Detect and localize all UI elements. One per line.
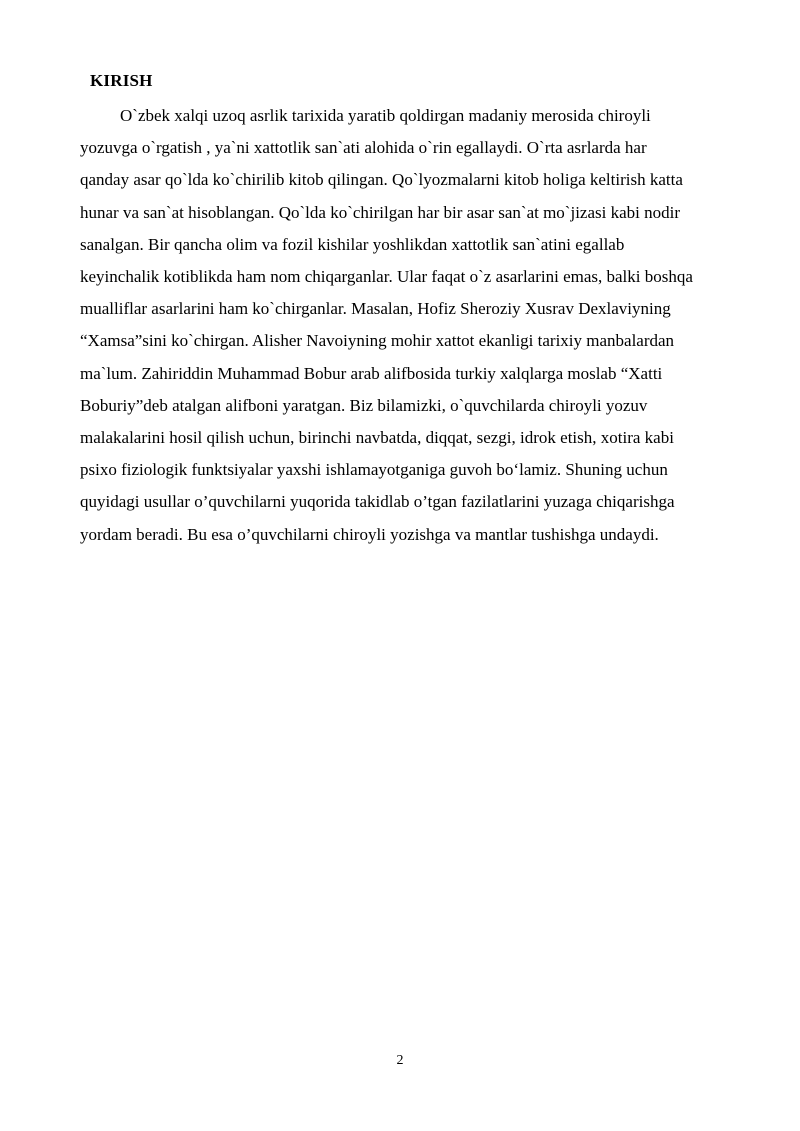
paragraph-line: yordam beradi. Bu esa o’quvchilarni chiroyli yozishga va mantlar tushishga undaydi.: [80, 524, 659, 544]
paragraph-line: sanalgan. Bir qancha olim va fozil kishilar yoshlikdan xattotlik san`atini egallab: [80, 234, 625, 254]
paragraph-line: quyidagi usullar o’quvchilarni yuqorida takidlab o’tgan fazilatlarini yuzaga chiqarishga: [80, 492, 675, 512]
paragraph-line: ma`lum. Zahiriddin Muhammad Bobur arab alifbosida turkiy xalqlarga moslab “Xatti: [80, 363, 663, 383]
paragraph-line: Boburiy”deb atalgan alifboni yaratgan. Biz bilamizki, o`quvchilarda chiroyli yozuv: [80, 395, 648, 415]
page-number: 2: [396, 1053, 404, 1068]
paragraph-line: psixo fiziologik funktsiyalar yaxshi ishlamayotganiga guvoh bo‘lamiz. Shuning uchun: [80, 460, 668, 480]
paragraph-line: “Xamsa”sini ko`chirgan. Alisher Navoiyning mohir xattot ekanligi tarixiy manbalardan: [80, 331, 675, 351]
section-heading: KIRISH: [90, 71, 153, 90]
paragraph-line: hunar va san`at hisoblangan. Qo`lda ko`chirilgan har bir asar san`at mo`jizasi kabi nodir: [80, 202, 680, 222]
paragraph-line: yozuvga o`rgatish , ya`ni xattotlik san`ati alohida o`rin egallaydi. O`rta asrlarda har: [80, 138, 647, 158]
paragraph-line: qanday asar qo`lda ko`chirilib kitob qilingan. Qo`lyozmalarni kitob holiga keltirish katta: [80, 170, 683, 190]
paragraph-line: mualliflar asarlarini ham ko`chirganlar. Masalan, Hofiz Sheroziy Xusrav Dexlaviyning: [80, 299, 671, 319]
body-paragraph: [80, 100, 760, 551]
paragraph-line: keyinchalik kotiblikda ham nom chiqarganlar. Ular faqat o`z asarlarini emas, balki boshqa: [80, 267, 693, 287]
paragraph-line: malakalarini hosil qilish uchun, birinchi navbatda, diqqat, sezgi, idrok etish, xotira kabi: [80, 428, 674, 448]
paragraph-line: O`zbek xalqi uzoq asrlik tarixida yaratib qoldirgan madaniy merosida chiroyli: [120, 106, 651, 125]
